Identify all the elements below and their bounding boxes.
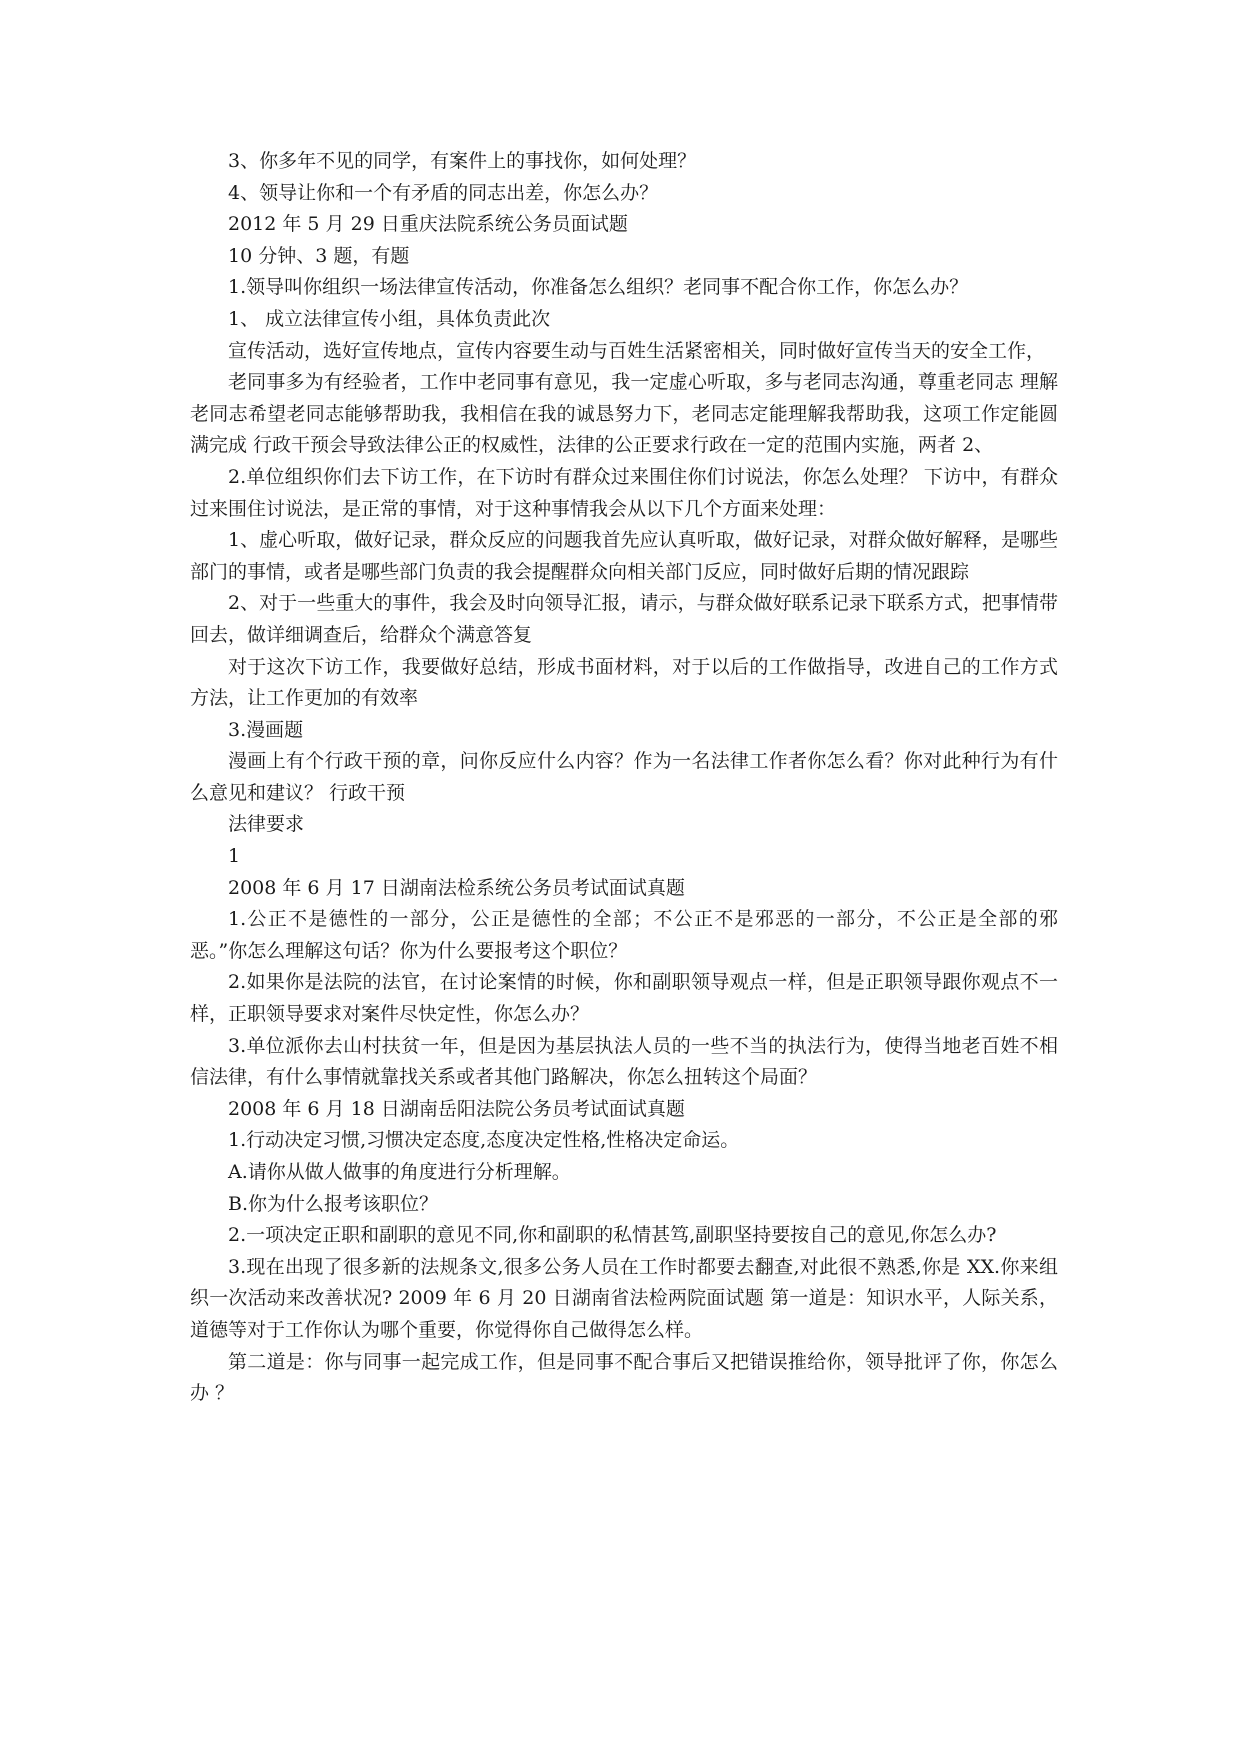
paragraph: 2、对于一些重大的事件，我会及时向领导汇报，请示，与群众做好联系记录下联系方式，把事情带回去，做详细调查后，给群众个满意答复: [190, 592, 1058, 646]
paragraph: 3.漫画题: [228, 718, 304, 741]
paragraph: 法律要求: [228, 813, 305, 836]
document-page: [190, 146, 1058, 1410]
paragraph: 1: [228, 845, 241, 868]
paragraph: 1.公正不是德性的一部分，公正是德性的全部；不公正不是邪恶的一部分，不公正是全部的邪恶。”你怎么理解这句话？你为什么要报考这个职位？: [190, 908, 1058, 962]
paragraph: 老同事多为有经验者，工作中老同事有意见，我一定虚心听取，多与老同志沟通，尊重老同志 理解老同志希望老同志能够帮助我，我相信在我的诚恳努力下，老同志定能理解我帮助我，这项工作定能圆满完成 行政干预会导致法律公正的权威性，法律的公正要求行政在一定的范围内实施，两者 2、: [190, 371, 1058, 457]
paragraph: 1.领导叫你组织一场法律宣传活动，你准备怎么组织？老同事不配合你工作，你怎么办？: [228, 276, 969, 299]
paragraph: B.你为什么报考该职位？: [228, 1192, 439, 1215]
paragraph: 2.如果你是法院的法官，在讨论案情的时候，你和副职领导观点一样，但是正职领导跟你观点不一样，正职领导要求对案件尽快定性，你怎么办？: [190, 971, 1058, 1026]
section-heading: 2008 年 6 月 18 日湖南岳阳法院公务员考试面试真题: [228, 1097, 685, 1120]
paragraph: 对于这次下访工作，我要做好总结，形成书面材料，对于以后的工作做指导，改进自己的工作方式方法，让工作更加的有效率: [190, 655, 1058, 710]
paragraph: 2.一项决定正职和副职的意见不同,你和副职的私情甚笃,副职坚持要按自己的意见,你怎么办?: [228, 1224, 997, 1247]
section-heading: 2008 年 6 月 17 日湖南法检系统公务员考试面试真题: [228, 876, 685, 899]
paragraph: 1、虚心听取，做好记录，群众反应的问题我首先应认真听取，做好记录，对群众做好解释，是哪些部门的事情，或者是哪些部门负责的我会提醒群众向相关部门反应，同时做好后期的情况跟踪: [190, 529, 1058, 583]
paragraph: 3.单位派你去山村扶贫一年，但是因为基层执法人员的一些不当的执法行为，使得当地老百姓不相信法律，有什么事情就靠找关系或者其他门路解决，你怎么扭转这个局面？: [190, 1034, 1058, 1089]
paragraph: 3.现在出现了很多新的法规条文,很多公务人员在工作时都要去翻查,对此很不熟悉,你是 XX.你来组织一次活动来改善状况? 2009 年 6 月 20 日湖南省法检两院面试题 第一道是：知识水平，人际关系，道德等对于工作你认为哪个重要，你觉得你自己做得怎么样。: [190, 1255, 1058, 1341]
paragraph: 第二道是：你与同事一起完成工作，但是同事不配合事后又把错误推给你，领导批评了你，你怎么办 ？: [190, 1350, 1058, 1405]
paragraph: 1.行动决定习惯,习惯决定态度,态度决定性格,性格决定命运。: [228, 1129, 740, 1152]
paragraph: 1、 成立法律宣传小组，具体负责此次: [228, 307, 551, 330]
paragraph: 宣传活动，选好宣传地点，宣传内容要生动与百姓生活紧密相关，同时做好宣传当天的安全工作，: [228, 339, 1046, 362]
paragraph: 2.单位组织你们去下访工作，在下访时有群众过来围住你们讨说法，你怎么处理？ 下访中，有群众过来围住讨说法，是正常的事情，对于这种事情我会从以下几个方面来处理：: [190, 465, 1058, 520]
paragraph: 10 分钟、3 题，有题: [228, 244, 410, 267]
paragraph: A.请你从做人做事的角度进行分析理解。: [228, 1161, 571, 1183]
paragraph: 4、领导让你和一个有矛盾的同志出差，你怎么办？: [228, 181, 659, 204]
section-heading: 2012 年 5 月 29 日重庆法院系统公务员面试题: [228, 213, 628, 236]
paragraph: 漫画上有个行政干预的章，问你反应什么内容？作为一名法律工作者你怎么看？你对此种行为有什么意见和建议？ 行政干预: [190, 750, 1058, 804]
paragraph: 3、你多年不见的同学，有案件上的事找你，如何处理？: [228, 150, 697, 172]
